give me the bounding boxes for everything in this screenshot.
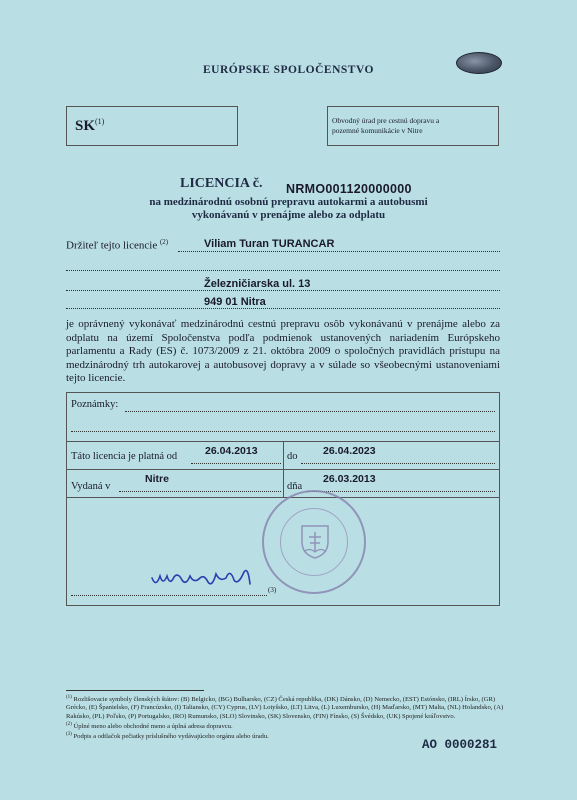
serial-number: AO 0000281: [422, 738, 498, 752]
issued-in-dotline: [119, 491, 281, 492]
issued-in-label: Vydaná v: [71, 481, 111, 492]
details-divider-3: [67, 497, 499, 498]
issue-date-dotline: [307, 491, 495, 492]
issuing-authority-line2: pozemné komunikácie v Nitre: [332, 126, 423, 135]
country-code-footnote-mark: (1): [95, 117, 105, 126]
license-number: NRMO001120000000: [286, 182, 412, 196]
issue-date-label: dňa: [287, 481, 303, 492]
footnote-rule: [66, 690, 204, 691]
signature-icon: [150, 562, 260, 592]
valid-from-value: 26.04.2013: [205, 445, 258, 457]
valid-to-value: 26.04.2023: [323, 445, 376, 457]
notes-dotline-2: [71, 431, 495, 432]
official-stamp-icon: [262, 490, 366, 594]
issue-date-value: 26.03.2013: [323, 473, 376, 485]
footnote-3: $^{(3)}$ Podpis a odtlačok pečiatky príslušného vydávajúceho orgánu alebo úradu.: [66, 732, 269, 741]
holder-city-dotline: [66, 308, 500, 309]
country-code-box: [66, 106, 238, 146]
holder-address-city: 949 01 Nitra: [204, 296, 266, 308]
document-header-title: EURÓPSKE SPOLOČENSTVO: [203, 64, 374, 76]
issued-in-value: Nitre: [145, 473, 169, 485]
holder-label: Držiteľ tejto licencie $^{(2)}$: [66, 238, 169, 252]
license-subtitle-line1: na medzinárodnú osobnú prepravu autokarmi a autobusmi: [149, 196, 428, 208]
notes-label: Poznámky:: [71, 399, 119, 410]
notes-dotline-1: [125, 411, 495, 412]
footnote-1: $^{(1)}$ Rozlišovacie symboly členských štátov: (B) Belgicko, (BG) Bulharsko, (CZ) Česká republika, (DK) Dánsko, (D) Nemecko, (EST) Estónsko, (IRL) Írsko, (GR) Grécko, (E) Španielsko, (F) Francúzsko, (I) Taliansko, (CY) Cyprus, (LV) Lotyšsko, (LT) Litva, (L) Luxembursko, (H) Maďarsko, (MT) Malta, (NL) Holandsko, (A) Rakúsko, (PL) Poľsko, (P) Portugalsko, (RO) Rumunsko, (SLO) Slovinsko, (SK) Slovensko, (FIN) Fínsko, (S) Švédsko, (UK) Spojené kráľovstvo.: [66, 695, 504, 720]
signature-footnote-mark: (3): [268, 586, 277, 594]
holder-footnote-mark: (2): [159, 238, 169, 246]
holder-address-street: Železničiarska ul. 13: [204, 278, 311, 290]
valid-from-dotline: [191, 463, 281, 464]
valid-from-label: Táto licencia je platná od: [71, 451, 178, 462]
license-body-text: je oprávnený vykonávať medzinárodnú cestnú prepravu osôb vykonávanú v prenájme alebo za odplatu na území Spoločenstva podľa podmienok ustanovených nariadením Európskeho parlamentu a Rady (ES) č. 1073/2009 z 21. októbra 2009 o spoločných pravidlách prístupu na medzinárodný trh autokarovej a autobusovej dopravy a v súlade so všeobecnými ustanoveniami tejto licencie.: [66, 318, 500, 384]
signature-dotline: [71, 595, 267, 596]
issuing-authority-box: [327, 106, 499, 146]
holder-blank-dotline: [66, 270, 500, 271]
details-divider-2: [67, 469, 499, 470]
holder-name: Viliam Turan TURANCAR: [204, 238, 335, 250]
issuing-authority-line1: Obvodný úrad pre cestnú dopravu a: [332, 116, 440, 125]
license-subtitle-line2: vykonávanú v prenájme alebo za odplatu: [191, 209, 386, 221]
valid-to-label: do: [287, 451, 298, 462]
holder-street-dotline: [66, 290, 500, 291]
footnotes: [66, 694, 510, 742]
valid-to-dotline: [301, 463, 495, 464]
coat-of-arms-icon: [300, 524, 330, 560]
country-code: SK$^{(1)}$: [75, 117, 105, 134]
holder-name-dotline: [178, 251, 500, 252]
license-title: LICENCIA č.: [180, 176, 263, 191]
hologram-seal-icon: [456, 52, 502, 74]
footnote-2: $^{(2)}$ Úplné meno alebo obchodné meno a úplná adresa dopravcu.: [66, 721, 233, 730]
